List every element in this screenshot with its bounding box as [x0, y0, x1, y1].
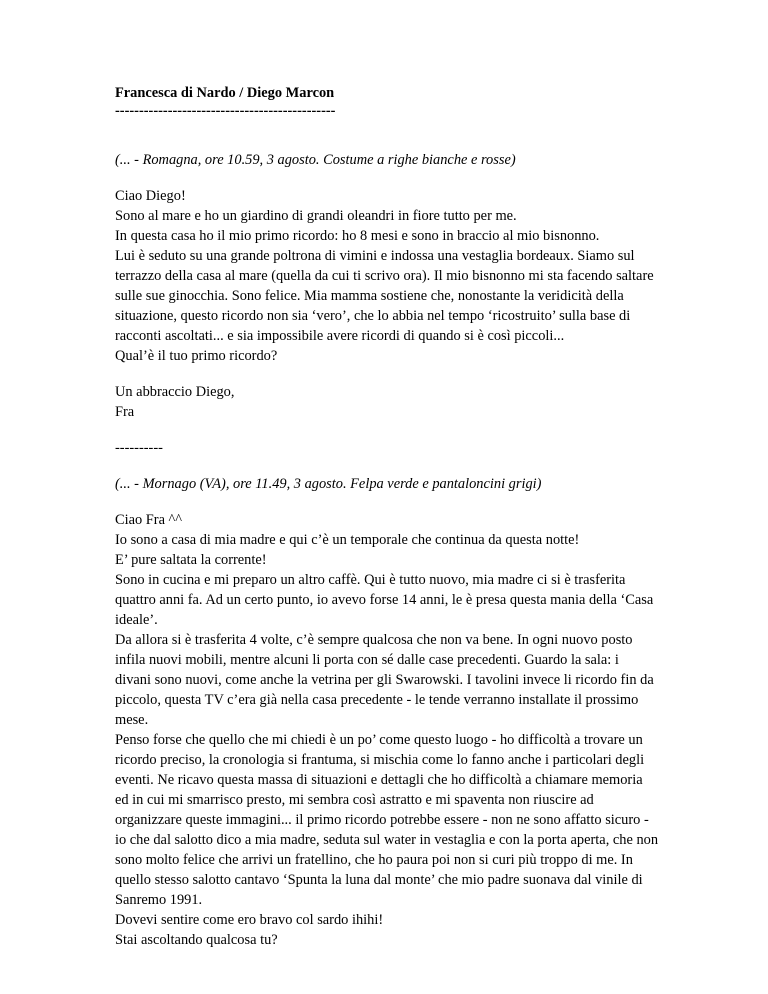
letter2-line: organizzare queste immagini... il primo ricordo potrebbe essere - non ne sono affatto sicuro - [115, 812, 649, 828]
title-rule: ---------------------------------------------- [115, 103, 336, 119]
letter-separator: ---------- [115, 440, 163, 456]
letter1-line: racconti ascoltati... e sia impossibile avere ricordi di quando si è così piccoli... [115, 328, 565, 344]
letter1-line: terrazzo della casa al mare (quella da cui ti scrivo ora). Il mio bisnonno mi sta facendo saltare [115, 268, 654, 284]
letter2-line: ed in cui mi smarrisco presto, mi sembra così astratto e mi spaventa non riuscire ad [115, 792, 594, 808]
letter1-line: sulle sue ginocchia. Sono felice. Mia mamma sostiene che, nonostante la veridicità della [115, 288, 624, 304]
letter2-line: ricordo preciso, la cronologia si frantuma, si mischia come lo fanno anche i particolari degli [115, 752, 645, 768]
letter2-line: E’ pure saltata la corrente! [115, 552, 267, 568]
letter2-line: io che dal salotto dico a mia madre, seduta sul water in vestaglia e con la porta aperta, che non [115, 832, 659, 848]
letter1-closing: Un abbraccio Diego, [115, 384, 235, 400]
letter2-place-line: (... - Mornago (VA), ore 11.49, 3 agosto. Felpa verde e pantaloncini grigi) [115, 476, 542, 492]
letter2-line: divani sono nuovi, come anche la vetrina per gli Swarowski. I tavolini invece li ricordo fin da [115, 672, 654, 688]
letter2-line: infila nuovi mobili, mentre alcuni li porta con sé dalle case precedenti. Guardo la sala: i [115, 652, 619, 668]
letter2-line: quello stesso salotto cantavo ‘Spunta la luna dal monte’ che mio padre suonava dal vinile di [115, 872, 643, 888]
letter2-line: ideale’. [115, 612, 158, 628]
letter2-line: piccolo, questa TV c’era già nella casa precedente - le tende verranno installate il prossimo [115, 692, 639, 708]
letter2-line: Da allora si è trasferita 4 volte, c’è sempre qualcosa che non va bene. In ogni nuovo posto [115, 632, 633, 648]
letter1-line: Ciao Diego! [115, 188, 186, 204]
letter2-line: Ciao Fra ^^ [115, 512, 183, 528]
letter1-line: situazione, questo ricordo non sia ‘vero’, che lo abbia nel tempo ‘ricostruito’ sulla base di [115, 308, 631, 324]
letter2-line: Sanremo 1991. [115, 892, 203, 908]
letter1-line: Lui è seduto su una grande poltrona di vimini e indossa una vestaglia bordeaux. Siamo sul [115, 248, 635, 264]
letter2-line: mese. [115, 712, 149, 728]
letter1-signature: Fra [115, 404, 135, 420]
document-title: Francesca di Nardo / Diego Marcon [115, 85, 335, 101]
letter1-place-line: (... - Romagna, ore 10.59, 3 agosto. Costume a righe bianche e rosse) [115, 152, 516, 168]
letter2-line: eventi. Ne ricavo questa massa di situazioni e dettagli che ho difficoltà a chiamare memoria [115, 772, 643, 788]
letter2-line: Penso forse che quello che mi chiedi è un po’ come questo luogo - ho difficoltà a trovare un [115, 732, 643, 748]
letter2-line: Dovevi sentire come ero bravo col sardo ihihi! [115, 912, 384, 928]
letter2-line: Sono in cucina e mi preparo un altro caffè. Qui è tutto nuovo, mia madre ci si è trasferita [115, 572, 626, 588]
letter2-line: quattro anni fa. Ad un certo punto, io avevo forse 14 anni, le è presa questa mania della ‘Casa [115, 592, 654, 608]
letter2-line: Stai ascoltando qualcosa tu? [115, 932, 278, 948]
letter1-line: In questa casa ho il mio primo ricordo: ho 8 mesi e sono in braccio al mio bisnonno. [115, 228, 600, 244]
letter1-line: Qual’è il tuo primo ricordo? [115, 348, 278, 364]
letter2-line: sono molto felice che arrivi un fratellino, che ho paura poi non si curi più troppo di me. In [115, 852, 633, 868]
letter2-line: Io sono a casa di mia madre e qui c’è un temporale che continua da questa notte! [115, 532, 580, 548]
letter1-line: Sono al mare e ho un giardino di grandi oleandri in fiore tutto per me. [115, 208, 517, 224]
